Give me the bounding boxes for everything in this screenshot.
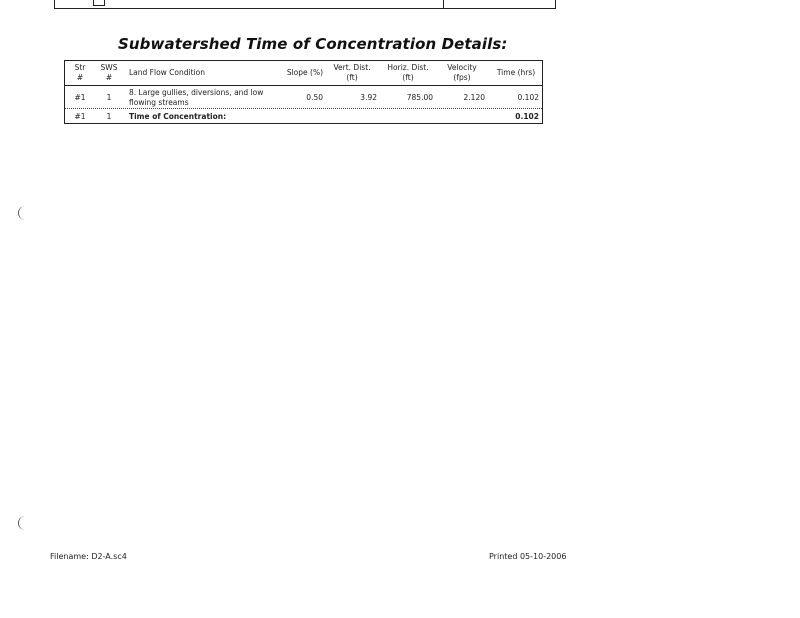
header-slope: Slope (%)	[286, 68, 323, 77]
remnant-separator	[443, 0, 444, 8]
header-land-flow-condition: Land Flow Condition	[129, 68, 205, 77]
row-vert-dist: 3.92	[360, 93, 377, 102]
header-time: Time (hrs)	[496, 68, 536, 77]
row-velocity: 2.120	[463, 93, 485, 102]
total-time: 0.102	[515, 112, 539, 121]
header-divider	[65, 85, 542, 86]
remnant-cell	[93, 0, 105, 6]
row-time: 0.102	[517, 93, 539, 102]
row-land-flow-condition: 8. Large gullies, diversions, and low flowing streams	[129, 88, 264, 107]
header-vert-dist: Vert. Dist. (ft)	[333, 63, 371, 82]
total-str: #1	[74, 112, 86, 121]
header-horiz-dist: Horiz. Dist. (ft)	[387, 63, 429, 82]
total-sws: 1	[106, 112, 112, 121]
row-horiz-dist: 785.00	[406, 93, 433, 102]
time-of-concentration-table	[64, 60, 543, 124]
scan-artifact	[18, 516, 27, 530]
previous-table-remnant	[54, 0, 556, 9]
footer-filename: Filename: D2-A.sc4	[50, 552, 127, 561]
header-str: Str #	[74, 63, 86, 82]
header-sws: SWS #	[100, 63, 118, 82]
row-slope: 0.50	[306, 93, 323, 102]
total-label: Time of Concentration:	[129, 112, 227, 121]
row-str: #1	[74, 93, 86, 102]
footer-printed-date: Printed 05-10-2006	[489, 552, 567, 561]
header-velocity: Velocity (fps)	[447, 63, 477, 82]
row-divider	[65, 108, 542, 109]
row-sws: 1	[106, 93, 112, 102]
section-title: Subwatershed Time of Concentration Details:	[118, 35, 508, 53]
scan-artifact	[18, 206, 27, 220]
